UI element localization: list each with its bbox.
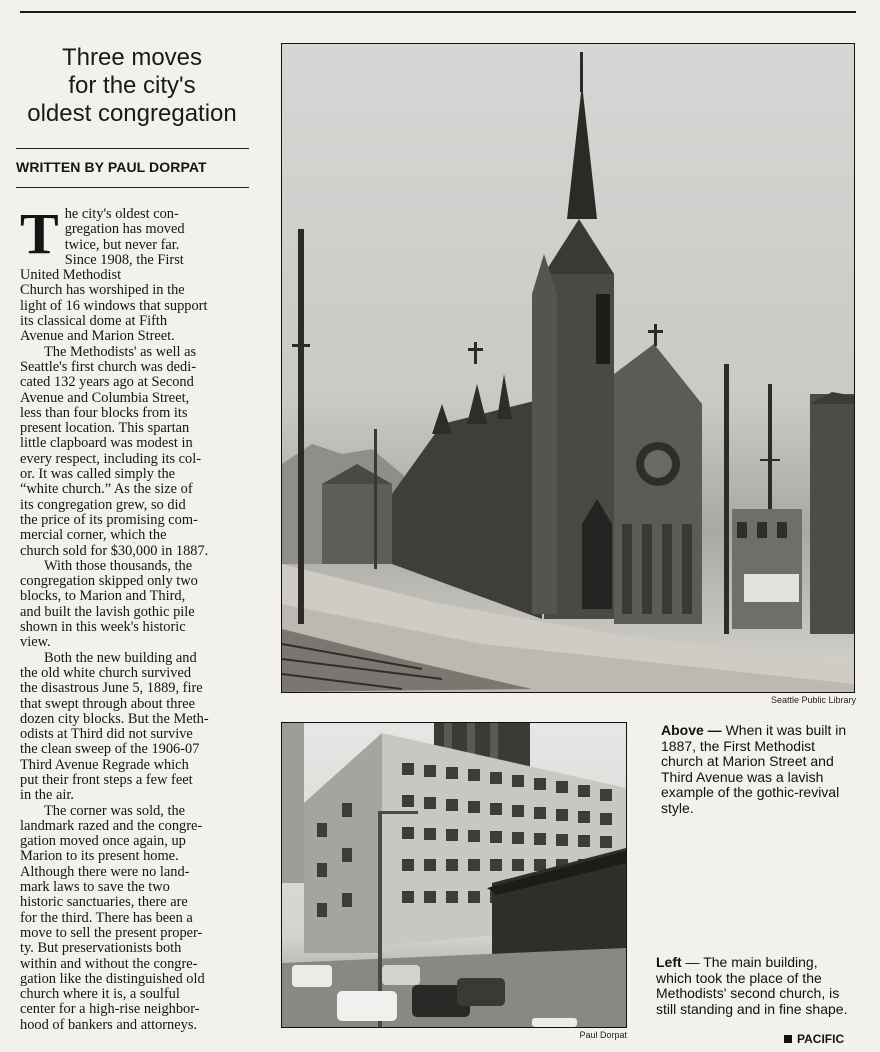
headline-line: Three moves xyxy=(61,44,203,71)
byline-rule-bottom xyxy=(16,187,249,188)
article-line: its classical dome at Fifth xyxy=(20,314,168,330)
section-tag xyxy=(784,1032,844,1046)
headline-line: for the city's xyxy=(68,72,196,99)
article-line: gation like the distinguished old xyxy=(20,971,205,987)
article-line: odists at Third did not survive xyxy=(20,727,193,743)
article-line: little clapboard was modest in xyxy=(20,436,193,452)
article-line: ty. But preservationists both xyxy=(20,941,182,957)
article-line: cated 132 years ago at Second xyxy=(20,375,194,391)
article-line: The Methodists' as well as xyxy=(44,344,197,360)
article-line: center for a high-rise neighbor- xyxy=(20,1002,200,1018)
article-line: hood of bankers and attorneys. xyxy=(20,1017,198,1033)
modern-building-photo xyxy=(281,722,627,1028)
article-line: mercial corner, which the xyxy=(20,528,167,544)
paragraph-lines xyxy=(20,559,252,651)
caption-above-lead: Above — xyxy=(661,722,722,738)
article-line: The corner was sold, the xyxy=(44,803,186,819)
article-line: its congregation grew, so did xyxy=(20,497,186,513)
article-line: church sold for $30,000 in 1887. xyxy=(20,543,209,559)
article-line: the price of its promising com- xyxy=(20,512,198,528)
article-line: that swept through about three xyxy=(20,696,196,712)
article-line: gregation has moved xyxy=(64,222,185,238)
article-line: and built the lavish gothic pile xyxy=(20,604,195,620)
headline xyxy=(14,44,250,128)
article-line: he city's oldest con- xyxy=(64,207,179,222)
article-line: Both the new building and xyxy=(44,650,197,666)
byline: WRITTEN BY PAUL DORPAT xyxy=(16,159,207,175)
article-line: “white church.” As the size of xyxy=(20,482,193,498)
article-line: the clean sweep of the 1906-07 xyxy=(20,742,200,758)
square-bullet-icon xyxy=(784,1035,792,1043)
section-tag-label: PACIFIC xyxy=(797,1032,845,1046)
article-line: move to sell the present proper- xyxy=(20,925,203,941)
article-line: dozen city blocks. But the Meth- xyxy=(20,711,209,727)
photo-credit-bottom: Paul Dorpat xyxy=(579,1030,627,1040)
article-line: historic sanctuaries, there are xyxy=(20,895,188,911)
caption-left-lead: Left xyxy=(656,954,682,970)
article-line: or. It was called simply the xyxy=(20,467,176,483)
article-line: Third Avenue Regrade which xyxy=(20,757,189,773)
article-line: mark laws to save the two xyxy=(20,880,170,896)
article-line: church where it is, a soulful xyxy=(20,987,180,1003)
article-line: less than four blocks from its xyxy=(20,405,188,421)
article-line: blocks, to Marion and Third, xyxy=(20,589,186,605)
article-line: Avenue and Columbia Street, xyxy=(20,390,190,406)
article-line: every respect, including its col- xyxy=(20,451,202,467)
article-line: congregation skipped only two xyxy=(20,574,198,590)
photo-credit-top: Seattle Public Library xyxy=(770,695,856,705)
article-line: Although there were no land- xyxy=(20,864,190,880)
paragraph-5 xyxy=(20,804,252,1033)
article-line: Church has worshiped in the xyxy=(20,283,185,299)
article-line: light of 16 windows that support xyxy=(20,298,208,314)
article-line: landmark razed and the congre- xyxy=(20,818,203,834)
caption-left xyxy=(656,955,856,1017)
article-body xyxy=(20,201,252,1033)
article-line: Avenue and Marion Street. xyxy=(20,329,175,345)
paragraph-4 xyxy=(20,651,252,804)
article-line: within and without the congre- xyxy=(20,956,198,972)
article-line: With those thousands, the xyxy=(44,558,193,574)
paragraph-lines xyxy=(20,804,252,1033)
article-line: shown in this week's historic xyxy=(20,620,186,636)
paragraph-3 xyxy=(20,559,252,651)
article-line: put their front steps a few feet xyxy=(20,772,193,788)
paragraph-lines xyxy=(20,651,252,804)
article-line: the disastrous June 5, 1889, fire xyxy=(20,681,203,697)
historic-church-photo xyxy=(281,43,855,693)
caption-left-text: — The main building, which took the place of the Methodists' second church, is still standing and in fine shape. xyxy=(656,954,848,1017)
article-line: for the third. There has been a xyxy=(20,910,193,926)
article-line: present location. This spartan xyxy=(20,421,190,437)
article-line: gation moved once again, up xyxy=(20,834,186,850)
caption-above xyxy=(661,723,859,817)
article-line: the old white church survived xyxy=(20,665,192,681)
paragraph-1 xyxy=(20,201,252,345)
byline-rule-top xyxy=(16,148,249,149)
article-line: Since 1908, the First xyxy=(64,252,184,268)
article-line: view. xyxy=(20,635,51,651)
drop-cap: T xyxy=(20,201,59,266)
paragraph-2 xyxy=(20,345,252,559)
caption-above-text: When it was built in 1887, the First Methodist church at Marion Street and Third Avenue was a lavish example of the gothic-revival style. xyxy=(661,722,847,816)
headline-line: oldest congregation xyxy=(27,100,237,127)
article-line: United Methodist xyxy=(20,268,122,284)
article-line: Marion to its present home. xyxy=(20,849,179,865)
paragraph-lines xyxy=(20,345,252,559)
article-line: Seattle's first church was dedi- xyxy=(20,359,197,375)
top-rule xyxy=(20,11,856,13)
article-line: in the air. xyxy=(20,788,74,804)
article-line: twice, but never far. xyxy=(64,237,180,253)
